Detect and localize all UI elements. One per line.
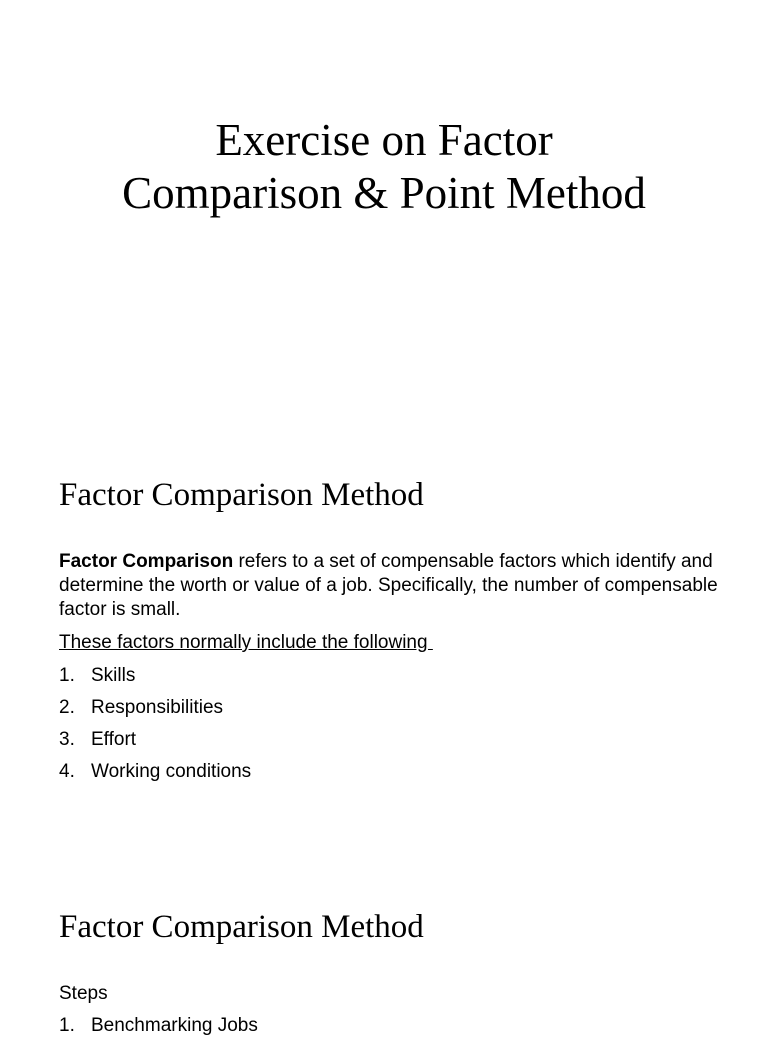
intro-bold-term: Factor Comparison	[59, 551, 234, 572]
list-number: 4.	[59, 761, 75, 782]
list-label: Responsibilities	[91, 697, 224, 718]
list-item	[59, 696, 719, 728]
list-item	[59, 760, 719, 792]
list-number: 3.	[59, 729, 75, 750]
intro-paragraph	[59, 550, 719, 622]
list-item	[59, 664, 719, 696]
slide-factor-comparison	[0, 432, 768, 864]
presentation-title	[60, 114, 708, 220]
slide-title	[0, 0, 768, 432]
list-label: Benchmarking Jobs	[91, 1015, 258, 1036]
list-number: 2.	[59, 697, 75, 718]
list-number: 1.	[59, 1015, 75, 1036]
steps-label: Steps	[59, 983, 108, 1004]
list-label: Working conditions	[91, 761, 252, 782]
list-label: Skills	[91, 665, 136, 686]
slide-heading: Factor Comparison Method	[59, 909, 424, 945]
factor-list	[59, 664, 719, 792]
intro-text: refers to a set of compensable factors which identify and determine the worth or value of a job. Specifically, the number of compensable factor is small.	[59, 551, 718, 620]
slide-heading: Factor Comparison Method	[59, 477, 424, 513]
list-item	[59, 728, 719, 760]
title-line-1: Exercise on Factor	[215, 115, 553, 165]
title-line-2: Comparison & Point Method	[122, 168, 646, 218]
factors-intro-line: These factors normally include the following	[59, 632, 433, 653]
list-item	[59, 1014, 719, 1038]
list-label: Effort	[91, 729, 137, 750]
slide-factor-steps	[0, 864, 768, 1036]
steps-list	[59, 1014, 719, 1038]
list-number: 1.	[59, 665, 75, 686]
